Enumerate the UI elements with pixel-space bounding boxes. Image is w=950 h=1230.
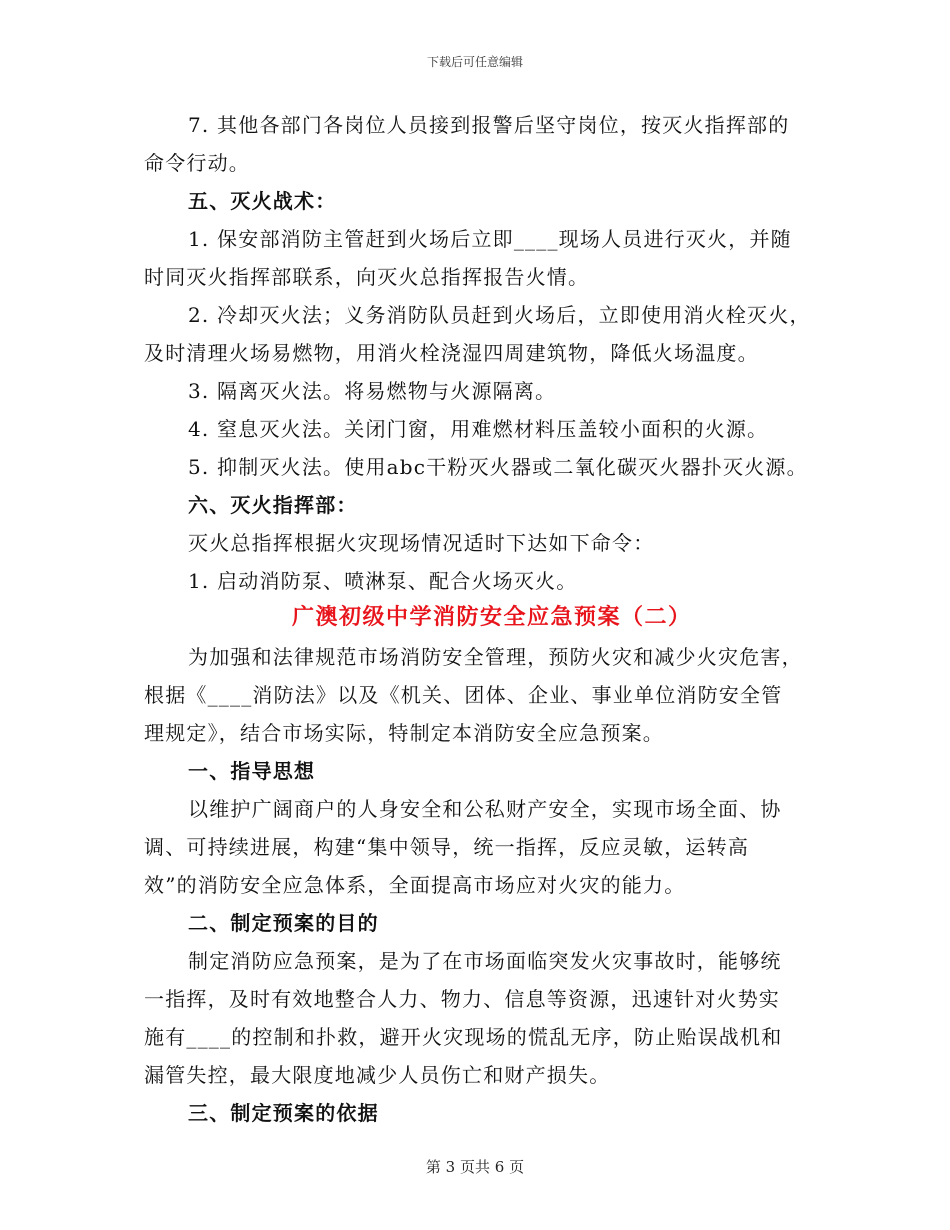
section-heading: 二、制定预案的目的 [188,911,379,935]
paragraph-line: 一指挥，及时有效地整合人力、物力、信息等资源，迅速针对火势实 [144,987,780,1011]
paragraph-line: 5. 抑制灭火法。使用abc干粉灭火器或二氧化碳灭火器扑灭火源。 [188,455,808,479]
paragraph-line: 命令行动。 [144,151,250,175]
section-heading: 三、制定预案的依据 [188,1101,379,1125]
section-heading: 五、灭火战术： [188,189,337,213]
paragraph-line: 调、可持续进展，构建“集中领导，统一指挥，反应灵敏，运转高 [144,835,750,859]
paragraph-line: 漏管失控，最大限度地减少人员伤亡和财产损失。 [144,1063,611,1087]
paragraph-line: 效”的消防安全应急体系，全面提高市场应对火灾的能力。 [144,873,686,897]
section-heading: 六、灭火指挥部： [188,493,358,517]
paragraph-line: 3. 隔离灭火法。将易燃物与火源隔离。 [188,379,557,403]
paragraph-line: 理规定》，结合市场实际，特制定本消防安全应急预案。 [144,721,664,745]
paragraph-line: 根据《____消防法》以及《机关、团体、企业、事业单位消防安全管 [144,683,783,707]
document-title: 广澳初级中学消防安全应急预案（二） [292,604,692,630]
paragraph-line: 1. 保安部消防主管赶到火场后立即____现场人员进行灭火，并随 [188,227,792,251]
page-footer: 第 3 页共 6 页 [425,1158,525,1176]
paragraph-line: 1. 启动消防泵、喷淋泵、配合火场灭火。 [188,569,578,593]
paragraph-line: 及时清理火场易燃物，用消火栓浇湿四周建筑物，降低火场温度。 [144,341,759,365]
paragraph-line: 灭火总指挥根据火灾现场情况适时下达如下命令： [188,531,655,555]
paragraph-line: 制定消防应急预案，是为了在市场面临突发火灾事故时，能够统 [188,949,782,973]
paragraph-line: 为加强和法律规范市场消防安全管理，预防火灾和减少火灾危害， [188,645,803,669]
section-heading: 一、指导思想 [188,759,316,783]
paragraph-line: 4. 窒息灭火法。关闭门窗，用难燃材料压盖较小面积的火源。 [188,417,769,441]
paragraph-line: 2. 冷却灭火法；义务消防队员赶到火场后，立即使用消火栓灭火， [188,303,811,327]
paragraph-line: 施有____的控制和扑救，避开火灾现场的慌乱无序，防止贻误战机和 [144,1025,783,1049]
paragraph-line: 7. 其他各部门各岗位人员接到报警后坚守岗位，按灭火指挥部的 [188,113,790,137]
paragraph-line: 以维护广阔商户的人身安全和公私财产安全，实现市场全面、协 [188,797,782,821]
page-header: 下载后可任意编辑 [426,55,523,69]
paragraph-line: 时同灭火指挥部联系，向灭火总指挥报告火情。 [144,265,590,289]
